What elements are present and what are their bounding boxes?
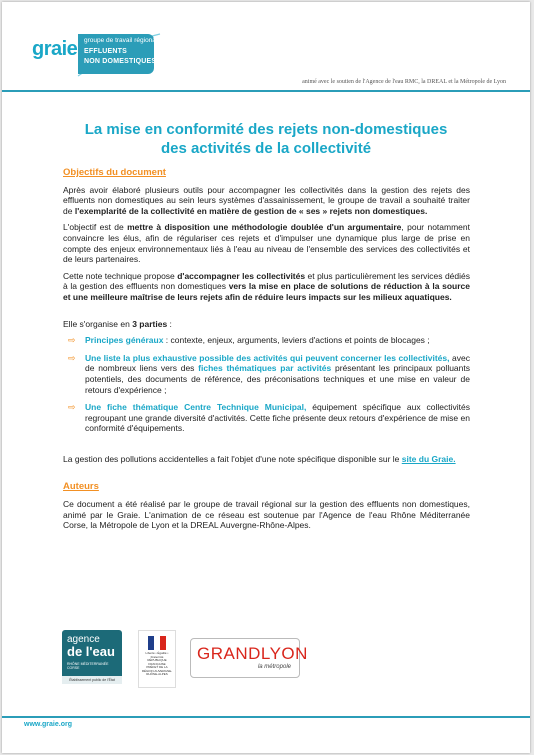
text-span: Après avoir élaboré plusieurs outils pour accompagner les collectivités dans la gestion des rejets des effluents non domestiques au sein leurs systèmes d'assainissement, le groupe de travail a souhaité traiter de — [63, 184, 470, 216]
header-divider — [2, 90, 530, 92]
logo-word: graie — [32, 38, 78, 60]
parties-list — [63, 335, 470, 434]
link-fiches-thematiques[interactable]: fiches thématiques par activités — [198, 363, 332, 374]
document-title — [42, 120, 490, 158]
text-span: avec de nombreux liens vers des — [85, 352, 470, 374]
paragraph-pollutions — [63, 454, 470, 465]
grandlyon-tagline: la métropole — [257, 664, 291, 670]
grandlyon-logo — [190, 638, 308, 678]
list-item — [63, 402, 470, 434]
grandlyon-wordmark: GRANDLYON — [197, 644, 308, 663]
logo-line2: EFFLUENTS — [84, 48, 128, 55]
partner-logos — [2, 630, 530, 690]
title-line2: des activités de la collectivité — [160, 140, 372, 157]
prefet-line1: Liberté • Égalité • Fraternité RÉPUBLIQUE FRANÇAISE — [145, 651, 169, 666]
arrow-right-icon: ⇨ — [68, 352, 76, 363]
agence-line1: agence — [67, 634, 100, 645]
link-site-graie[interactable]: site du Graie. — [401, 453, 456, 464]
text-span: La gestion des pollutions accidentelles a fait l'objet d'une note spécifique disponible sur le — [63, 453, 402, 464]
prefet-logo — [138, 630, 176, 688]
text-span: L'objectif est de — [63, 222, 128, 233]
footer-divider — [2, 716, 530, 718]
marianne-flag-icon — [148, 636, 166, 650]
list-item — [63, 335, 470, 346]
paragraph-parties — [63, 319, 470, 330]
list-item — [63, 353, 470, 395]
section-heading-auteurs: Auteurs — [63, 481, 99, 493]
bold-span: l'exemplarité de la collectivité en matière de gestion de « ses » rejets non domestiques. — [74, 205, 428, 216]
arrow-right-icon: ⇨ — [68, 402, 76, 413]
agence-line3: RHÔNE MÉDITERRANÉE CORSE — [67, 662, 109, 670]
agence-eau-logo — [62, 630, 122, 684]
paragraph-auteurs: Ce document a été réalisé par le groupe de travail régional sur la gestion des effluents non domestiques, animé par le Graie. L'animation de ce réseau est soutenue par l'Agence de l'eau Rhône Méditerranée Corse, la Métropole de Lyon et la DREAL Auvergne-Rhône-Alpes. — [63, 499, 470, 531]
text-span: : — [167, 318, 172, 329]
arrow-right-icon: ⇨ — [68, 335, 76, 346]
logo-line1: groupe de travail régional — [84, 37, 158, 44]
agence-line4: Établissement public de l'État — [62, 676, 122, 684]
support-text: animé avec le soutien de l'Agence de l'eau RMC, la DREAL et la Métropole de Lyon — [302, 79, 506, 85]
prefet-line2: PRÉFET DE LA RÉGION AUVERGNE-RHÔNE-ALPES — [141, 665, 173, 676]
link-liste-activites[interactable]: Une liste la plus exhaustive possible des activités qui peuvent concerner les collectivités, — [85, 352, 450, 363]
paragraph-objectif — [63, 222, 470, 264]
link-fiche-ctm[interactable]: Une fiche thématique Centre Technique Municipal, — [85, 402, 307, 413]
bold-span: 3 parties — [132, 318, 168, 329]
title-line1: La mise en conformité des rejets non-domestiques — [84, 121, 448, 138]
text-span: Cette note technique propose — [63, 270, 178, 281]
paragraph-intro — [63, 185, 470, 217]
link-principes[interactable]: Principes généraux — [85, 335, 164, 346]
text-span: présentant les principaux polluants potentiels, des documents de référence, des préconisations techniques et une mise en valeur de retours d'expérience ; — [85, 363, 471, 395]
bold-span: vers la mise en place de solutions de réduction à la source et une meilleure maîtrise de leurs rejets afin de réduire leurs impacts sur les milieux aquatiques. — [63, 281, 471, 302]
logo-line3: NON DOMESTIQUES — [84, 58, 157, 65]
bold-span: d'accompagner les collectivités — [177, 270, 306, 281]
text-span: équipement spécifique aux collectivités regroupant une grande diversité d'activités. Cette fiche présente deux retours d'expérience de mise en conformité d'équipements. — [85, 402, 470, 434]
bold-span: mettre à disposition une méthodologie doublée d'un argumentaire — [127, 222, 402, 233]
agence-line2: de l'eau — [67, 644, 115, 659]
section-heading-objectifs: Objectifs du document — [63, 167, 166, 178]
text-span: : contexte, enjeux, arguments, leviers d'actions et points de blocages ; — [163, 335, 430, 346]
paragraph-note — [63, 271, 470, 303]
logo-box — [78, 34, 158, 74]
text-span: , pour notamment convaincre les élus, afin de régulariser ces rejets et d'impulser une dynamique plus large de prise en compte des enjeux environnementaux liés à l'eau au niveau de l'ensemble des services des collectivités et de leurs partenaires. — [63, 222, 471, 265]
text-span: Elle s'organise en — [63, 318, 133, 329]
text-span: et plus particulièrement les services dédiés à la gestion des effluents non domestiques — [63, 270, 471, 292]
footer-website-link[interactable]: www.graie.org — [24, 721, 72, 728]
main-content — [63, 168, 470, 537]
document-page — [2, 2, 530, 753]
